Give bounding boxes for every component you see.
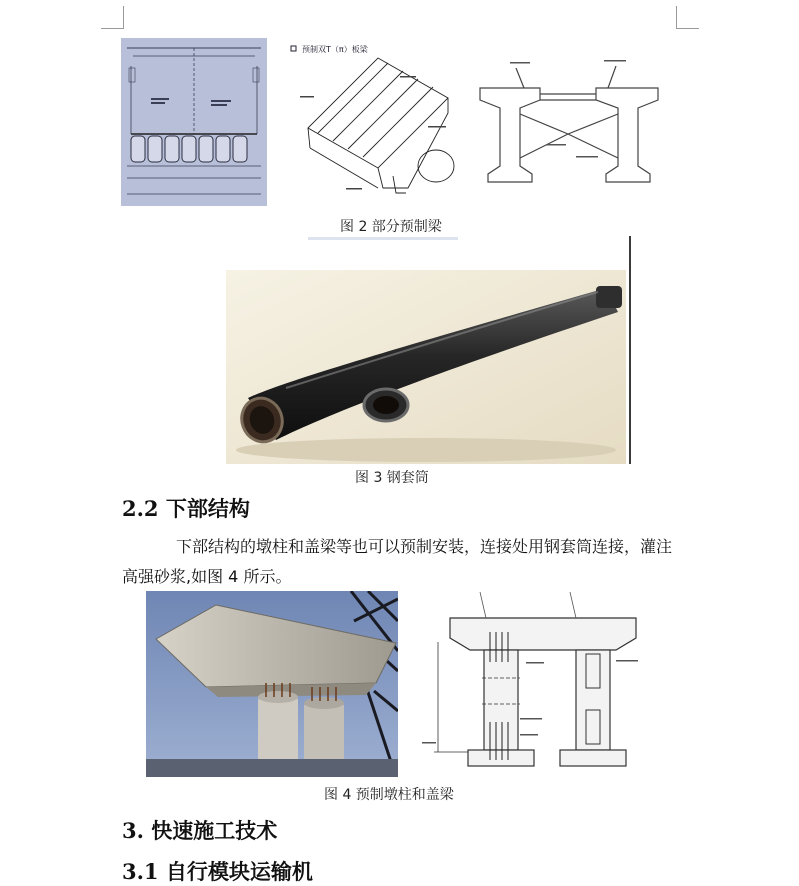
page-corner-mark-top-right [676,6,699,29]
section-heading-3: 3. 快速施工技术 [122,818,278,843]
figure2-caption: 图 2 部分预制梁 [340,219,442,235]
figure4-caption: 图 4 预制墩柱和盖梁 [324,787,454,803]
figure2-i-girder-cross-section-drawing [476,38,662,206]
figure4-pier-cap-beam-drawing [420,592,652,778]
figure2-double-tee-girder-drawing [288,38,462,206]
section-heading-2-2: 2.2 下部结构 [122,496,250,521]
figure4-pier-cap-beam-photo [146,591,398,777]
paragraph-line-1: 下部结构的墩柱和盖梁等也可以预制安装，连接处用钢套筒连接，灌注 [176,537,673,556]
page-corner-mark-top-left [101,6,124,29]
figure3-caption: 图 3 钢套筒 [355,470,429,486]
paragraph-line-2: 高强砂浆,如图 4 所示。 [122,567,292,586]
figure3-steel-sleeve-photo [226,270,626,464]
scan-artifact-line [308,237,458,240]
double-tee-panel-title: 预制双T（π）板梁 [302,45,368,54]
image-edge-line [629,236,631,464]
section-heading-3-1: 3.1 自行模块运输机 [122,859,313,884]
figure2-box-girder-section-drawing [121,38,267,206]
